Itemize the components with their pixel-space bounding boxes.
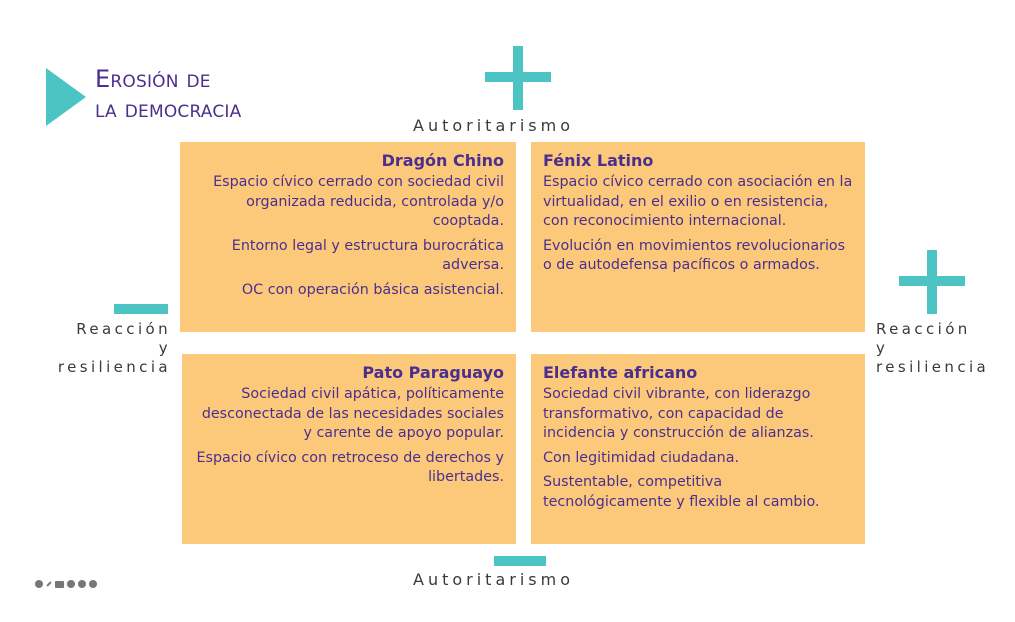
- slides-icon[interactable]: [55, 581, 64, 588]
- quadrant-paragraph: Sociedad civil apática, políticamente desconectada de las necesidades sociales y carente de apoyo popular.: [201, 386, 504, 441]
- bottom-axis-label: Autoritarismo: [413, 570, 574, 589]
- quadrant-paragraph: Sociedad civil vibrante, con liderazgo transformativo, con capacidad de incidencia y construcción de alianzas.: [543, 386, 814, 441]
- quadrant-paragraph: Espacio cívico con retroceso de derechos y libertades.: [196, 449, 504, 485]
- quadrant-paragraph: Espacio cívico cerrado con asociación en la virtualidad, en el exilio o en resistencia, con reconocimiento internacional.: [543, 174, 853, 229]
- left-axis-label: Reacción y resiliencia: [57, 320, 171, 376]
- quadrant-top-right: [531, 142, 865, 332]
- quadrant-top-left: [180, 142, 516, 332]
- quadrant-title: Elefante africano: [543, 363, 698, 382]
- top-axis-label: Autoritarismo: [413, 116, 574, 135]
- quadrant-title: Fénix Latino: [543, 151, 654, 170]
- bottom-minus-icon: [494, 556, 546, 566]
- zoom-icon[interactable]: [67, 580, 75, 588]
- pen-icon[interactable]: [46, 581, 52, 587]
- quadrant-paragraph: OC con operación básica asistencial.: [241, 281, 504, 298]
- quadrant-title: Dragón Chino: [381, 151, 504, 170]
- quadrant-paragraph: Sustentable, competitiva tecnológicamente y flexible al cambio.: [543, 474, 820, 510]
- title-triangle-icon: [46, 68, 86, 126]
- presentation-toolbar: [35, 580, 97, 588]
- title-line-1: Erosión de: [95, 65, 211, 93]
- next-icon[interactable]: [89, 580, 97, 588]
- quadrant-paragraph: Evolución en movimientos revolucionarios o de autodefensa pacíficos o armados.: [543, 237, 846, 273]
- quadrant-paragraph: Con legitimidad ciudadana.: [543, 449, 740, 466]
- quadrant-title: Pato Paraguayo: [362, 363, 504, 382]
- more-icon[interactable]: [78, 580, 86, 588]
- left-minus-icon: [114, 304, 168, 314]
- right-axis-label: Reacción y resiliencia: [876, 320, 990, 376]
- title-line-2: la democracia: [95, 95, 242, 123]
- quadrant-bottom-right: [531, 354, 865, 544]
- quadrant-bottom-left: [182, 354, 516, 544]
- quadrant-paragraph: Espacio cívico cerrado con sociedad civil organizada reducida, controlada y/o cooptada.: [213, 174, 504, 229]
- quadrant-paragraph: Entorno legal y estructura burocrática adversa.: [231, 237, 504, 273]
- prev-icon[interactable]: [35, 580, 43, 588]
- page-title: [95, 64, 241, 124]
